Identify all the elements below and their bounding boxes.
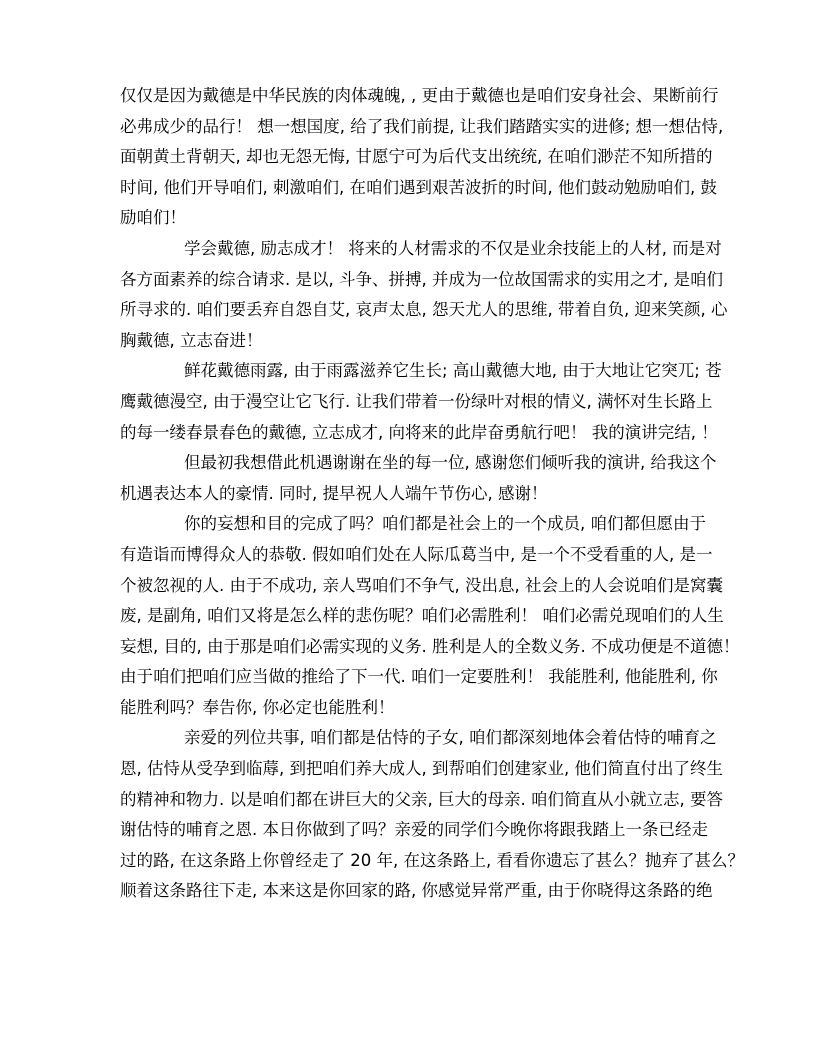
text-line: 恩, 估恃从受孕到临蓐, 到把咱们养大成人, 到帮咱们创建家业, 他们简直付出了终生 — [120, 759, 723, 779]
text-line: 仅仅是因为戴德是中华民族的肉体魂魄, , 更由于戴德也是咱们安身社会、果断前行 — [120, 86, 719, 105]
paragraph — [120, 81, 724, 234]
text-line: 各方面素养的综合请求. 是以, 斗争、拼搏, 并成为一位故国需求的实用之才, 是咱们 — [120, 269, 723, 289]
text-line: 面朝黄土背朝天, 却也无怨无悔, 甘愿宁可为后代支出统统, 在咱们渺茫不知所措的 — [120, 147, 713, 167]
paragraph — [120, 448, 717, 509]
text-line: 谢估恃的哺育之恩. 本日你做到了吗？亲爱的同学们今晚你将跟我踏上一条已经走 — [120, 820, 708, 840]
text-line: 但最初我想借此机遇谢谢在坐的每一位, 感谢您们倾听我的演讲, 给我这个 — [184, 453, 717, 473]
text-line: 鲜花戴德雨露, 由于雨露滋养它生长; 高山戴德大地, 由于大地让它突兀; 苍 — [184, 361, 722, 381]
text-line: 妄想, 目的, 由于那是咱们必需实现的义务. 胜利是人的全数义务. 不成功便是不道德！ — [120, 636, 740, 656]
text-line: 由于咱们把咱们应当做的推给了下一代. 咱们一定要胜利！ 我能胜利, 他能胜利, 你 — [120, 667, 718, 687]
text-line: 个被忽视的人. 由于不成功, 亲人骂咱们不争气, 没出息, 社会上的人会说咱们是窝囊 — [120, 575, 723, 595]
text-line: 顺着这条路往下走, 本来这是你回家的路, 你感觉异常严重, 由于你晓得这条路的绝 — [120, 881, 713, 901]
text-line: 胸戴德, 立志奋进！ — [120, 330, 263, 350]
text-line: 时间, 他们开导咱们, 刺激咱们, 在咱们遇到艰苦波折的时间, 他们鼓动勉励咱们, 鼓 — [120, 177, 717, 197]
paragraph — [120, 509, 740, 723]
text-line: 你的妄想和目的完成了吗？咱们都是社会上的一个成员, 咱们都但愿由于 — [184, 514, 706, 534]
text-line: 有造诣而博得众人的恭敬. 假如咱们处在人际瓜葛当中, 是一个不受看重的人, 是一 — [120, 544, 713, 564]
paragraph — [120, 234, 728, 356]
text-line: 所寻求的. 咱们要丢弃自怨自艾, 哀声太息, 怨天尤人的思维, 带着自负, 迎来笑颜, 心 — [120, 300, 728, 320]
text-line: 亲爱的列位共事, 咱们都是估恃的子女, 咱们都深刻地体会着估恃的哺育之 — [184, 728, 717, 748]
paragraph — [120, 356, 722, 448]
text-line: 能胜利吗？奉告你, 你必定也能胜利！ — [120, 697, 395, 717]
text-line: 鹰戴德漫空, 由于漫空让它飞行. 让我们带着一份绿叶对根的情义, 满怀对生长路上 — [120, 391, 713, 411]
text-line: 励咱们！ — [120, 208, 186, 228]
text-line: 的每一缕春景春色的戴德, 立志成才, 向将来的此岸奋勇航行吧！ 我的演讲完结, ！ — [120, 422, 718, 442]
text-line: 的精神和物力. 以是咱们都在讲巨大的父亲, 巨大的母亲. 咱们简直从小就立志, 要答 — [120, 789, 723, 809]
text-line: 过的路, 在这条路上你曾经走了 20 年, 在这条路上, 看看你遗忘了甚么？抛弃了甚么？ — [120, 850, 744, 870]
text-line: 学会戴德, 励志成才！ 将来的人材需求的不仅是业余技能上的人材, 而是对 — [184, 238, 722, 258]
text-line: 必弗成少的品行！ 想一想国度, 给了我们前提, 让我们踏踏实实的进修; 想一想估恃, — [120, 116, 724, 136]
paragraph — [120, 723, 744, 907]
text-line: 废, 是副角, 咱们又将是怎么样的悲伤呢？咱们必需胜利！ 咱们必需兑现咱们的人生 — [120, 606, 724, 626]
text-line: 机遇表达本人的豪情. 同时, 提早祝人人端午节伤心, 感谢！ — [120, 483, 548, 503]
document-page — [120, 81, 744, 907]
